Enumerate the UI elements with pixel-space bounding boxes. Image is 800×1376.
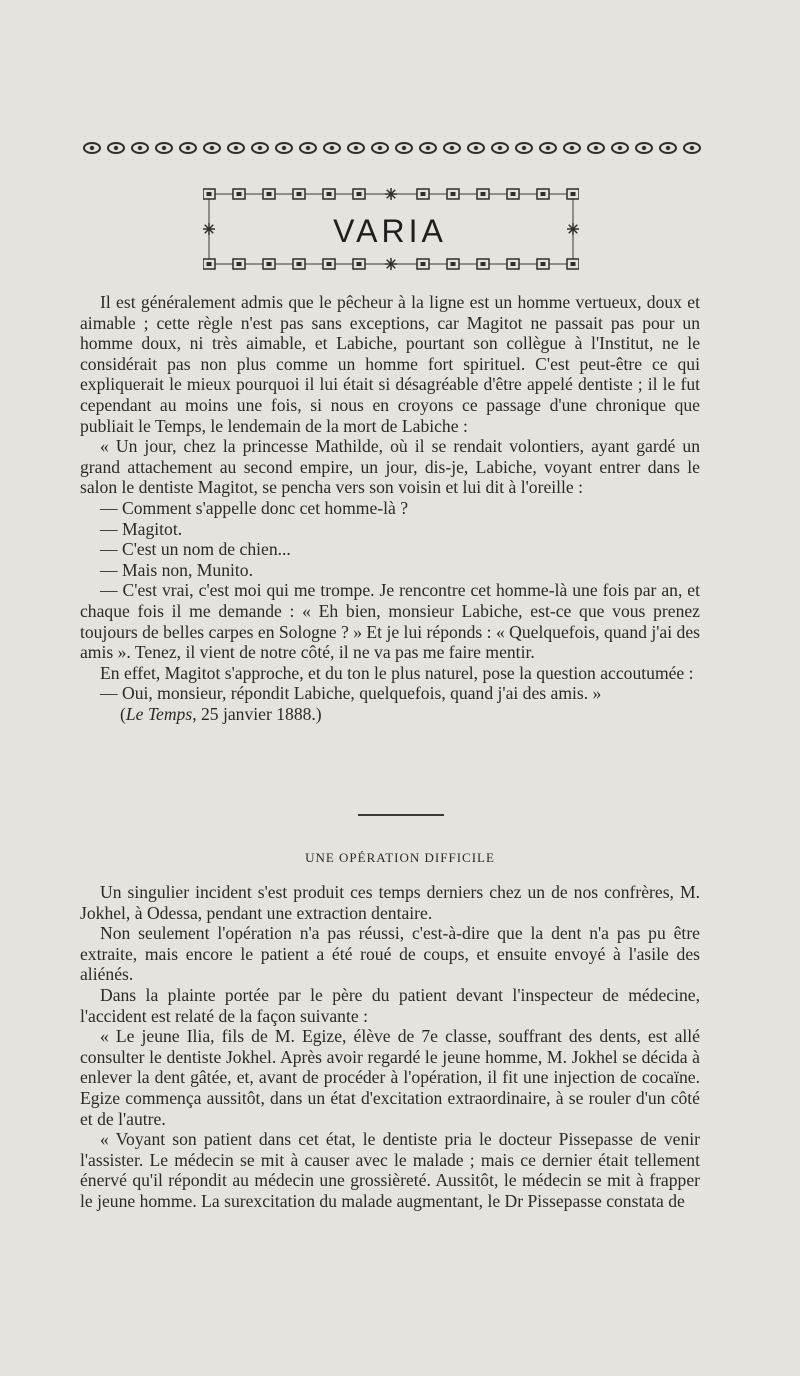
paragraph: — Comment s'appelle donc cet homme-là ? [100, 497, 409, 518]
source-journal: Le Temps [125, 703, 193, 724]
square-ornament [537, 259, 549, 269]
section-body [80, 882, 700, 1212]
ornament-motif [348, 143, 364, 153]
ornamental-top-border [80, 141, 704, 155]
square-ornament [233, 189, 245, 199]
ornament-motif [564, 143, 580, 153]
square-ornament [507, 259, 519, 269]
ornament-motif [516, 143, 532, 153]
paragraph: Non seulement l'opération n'a pas réussi, c'est-à-dire que la dent n'a pas pu être extraite, mais encore le patient a été roué de coups, et ensuite envoyé à l'asile des aliénés. [80, 923, 700, 985]
paragraph: Dans la plainte portée par le père du patient devant l'inspecteur de médecine, l'accident est relaté de la façon suivante : [80, 984, 700, 1026]
square-ornament [447, 189, 459, 199]
section-title: UNE OPÉRATION DIFFICILE [305, 850, 495, 865]
square-ornament [567, 259, 579, 269]
paragraph: En effet, Magitot s'approche, et du ton le plus naturel, pose la question accoutumée : [100, 662, 694, 683]
ornament-motif [180, 143, 196, 153]
ornament-motif [204, 143, 220, 153]
ornament-motif [108, 143, 124, 153]
star-ornament [567, 223, 579, 235]
ornament-motif [444, 143, 460, 153]
paragraph: Il est généralement admis que le pêcheur à la ligne est un homme vertueux, doux et aimable ; cette règle n'est pas sans exceptions, car Magitot ne passait pas pour un homme doux, ni très aimable, et Labiche, pourtant son collègue à l'Institut, ne le considérait pas non plus comme un homme fort spirituel. C'est peut-être ce qui expliquerait le mieux pourquoi il lui était si désagréable d'être appelé dentiste ; il le fut cependant au moins une fois, si nous en croyons ce passage d'une chronique que publiait le Temps, le lendemain de la mort de Labiche : [80, 292, 700, 436]
ornament-motif [228, 143, 244, 153]
ornament-motif [396, 143, 412, 153]
square-ornament [233, 259, 245, 269]
ornament-motif [276, 143, 292, 153]
paragraph: « Voyant son patient dans cet état, le dentiste pria le docteur Pissepasse de venir l'assister. Le médecin se mit à causer avec le malade ; mais ce dernier était tellement énervé qu'il répondit au médecin une grossièreté. Aussitôt, le médecin se mit à frapper le jeune homme. La surexcitation du malade augmentant, le Dr Pissepasse constata de [80, 1129, 700, 1211]
square-ornament [353, 259, 365, 269]
square-ornament [477, 259, 489, 269]
ornament-motif [468, 143, 484, 153]
ornament-motif [84, 143, 100, 153]
square-ornament [203, 189, 215, 199]
paragraph: — Magitot. [100, 518, 183, 539]
article-title: VARIA [333, 213, 447, 249]
paragraph: — C'est vrai, c'est moi qui me trompe. Je rencontre cet homme-là une fois par an, et chaque fois il me demande : « Eh bien, monsieur Labiche, est-ce que vous prenez toujours de belles carpes en Sologne ? » Et je lui réponds : « Quelquefois, quand j'ai des amis ». Tenez, il vient de notre côté, il ne va pas me faire mentir. [80, 580, 700, 663]
ornament-motif [324, 143, 340, 153]
square-ornament [447, 259, 459, 269]
star-ornament [203, 223, 215, 235]
square-ornament [567, 189, 579, 199]
square-ornament [353, 189, 365, 199]
ornament-motif [252, 143, 268, 153]
star-ornament [385, 188, 397, 200]
ornament-motif [492, 143, 508, 153]
ornament-motif [132, 143, 148, 153]
paragraph: « Un jour, chez la princesse Mathilde, où il se rendait volontiers, ayant gardé un grand attachement au second empire, un jour, dis-je, Labiche, voyant entrer dans le salon le dentiste Magitot, se pencha vers son voisin et lui dit à l'oreille : [80, 436, 700, 498]
source-date: , 25 janvier 1888.) [192, 703, 322, 724]
ornament-motif [684, 143, 700, 153]
ornament-motif [156, 143, 172, 153]
source-citation [80, 704, 700, 725]
square-ornament [417, 189, 429, 199]
ornament-motif [660, 143, 676, 153]
paragraph: « Le jeune Ilia, fils de M. Egize, élève de 7e classe, souffrant des dents, est allé consulter le dentiste Jokhel. Après avoir regardé le jeune homme, M. Jokhel se décida à enlever la dent gâtée, et, avant de procéder à l'opération, il fit une injection de cocaïne. Egize commença aussitôt, dans un état d'excitation extraordinaire, à se rouler d'un côté et de l'autre. [80, 1026, 700, 1129]
ornament-motif [300, 143, 316, 153]
star-ornament [385, 258, 397, 270]
square-ornament [537, 189, 549, 199]
ornament-motif [588, 143, 604, 153]
square-ornament [477, 189, 489, 199]
square-ornament [293, 259, 305, 269]
square-ornament [323, 189, 335, 199]
ornament-motif [420, 143, 436, 153]
article-body [80, 292, 700, 724]
section-divider [358, 814, 444, 816]
paragraph: Un singulier incident s'est produit ces temps derniers chez un de nos confrères, M. Jokhel, à Odessa, pendant une extraction dentaire. [80, 882, 700, 923]
square-ornament [203, 259, 215, 269]
square-ornament [507, 189, 519, 199]
square-ornament [263, 259, 275, 269]
square-ornament [417, 259, 429, 269]
square-ornament [263, 189, 275, 199]
source-open: ( [120, 703, 126, 724]
ornament-motif [612, 143, 628, 153]
ornament-motif [540, 143, 556, 153]
ornament-motif [372, 143, 388, 153]
paragraph: — C'est un nom de chien... [100, 539, 291, 560]
ornament-motif [636, 143, 652, 153]
paragraph: — Oui, monsieur, répondit Labiche, quelquefois, quand j'ai des amis. » [100, 683, 602, 704]
square-ornament [293, 189, 305, 199]
paragraph: — Mais non, Munito. [100, 559, 253, 580]
square-ornament [323, 259, 335, 269]
